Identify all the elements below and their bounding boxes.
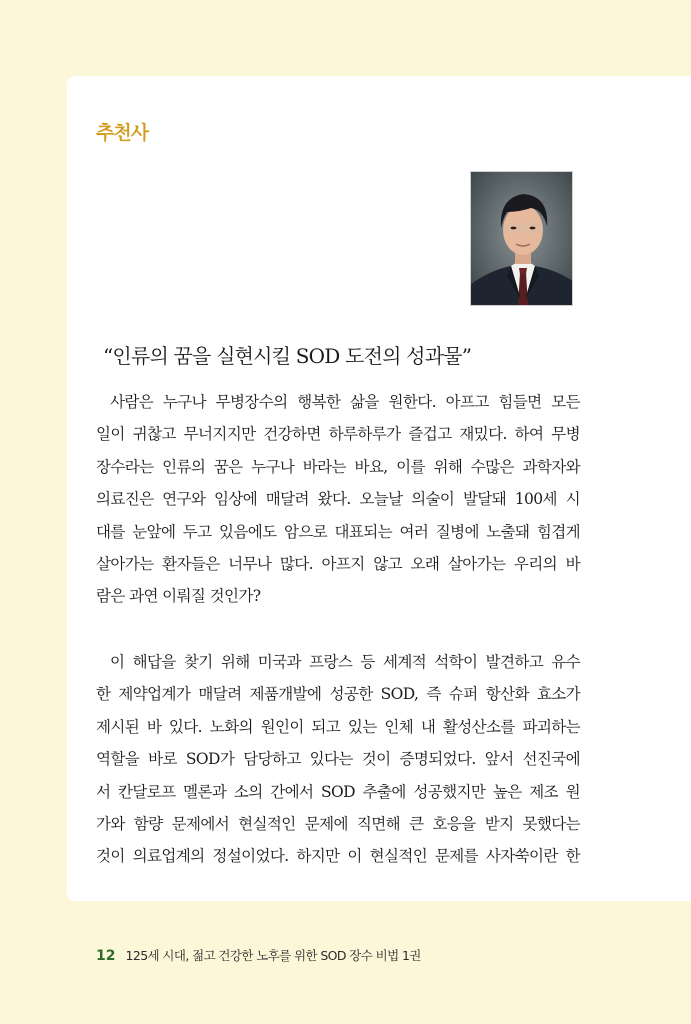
text-line: 서 칸달로프 멜론과 소의 간에서 SOD 추출에 성공했지만 높은 제조 원 <box>96 782 580 801</box>
paragraph-1 <box>96 386 580 613</box>
page-number: 12 <box>96 948 116 964</box>
book-title: 125세 시대, 젊고 건강한 노후를 위한 SOD 장수 비법 1권 <box>125 948 421 963</box>
portrait-image-icon <box>471 172 573 306</box>
page-footer <box>96 946 421 964</box>
text-line: 한 제약업계가 매달려 제품개발에 성공한 SOD, 즉 슈퍼 항산화 효소가 <box>96 685 580 704</box>
author-portrait <box>470 171 573 306</box>
text-line: 가와 함량 문제에서 현실적인 문제에 직면해 큰 호응을 받지 못했다는 <box>96 815 580 834</box>
paragraph-2 <box>96 646 580 873</box>
text-line: 역할을 바로 SOD가 담당하고 있다는 것이 증명되었다. 앞서 선진국에 <box>96 750 580 769</box>
text-line: 제시된 바 있다. 노화의 원인이 되고 있는 인체 내 활성산소를 파괴하는 <box>96 717 580 736</box>
text-line: 이 해답을 찾기 위해 미국과 프랑스 등 세계적 석학이 발견하고 유수 <box>110 653 580 671</box>
quote-heading: “인류의 꿈을 실현시킬 SOD 도전의 성과물” <box>103 344 472 368</box>
section-title: 추천사 <box>96 122 149 144</box>
text-line: 장수라는 인류의 꿈은 누구나 바라는 바요, 이를 위해 수많은 과학자와 <box>96 457 580 476</box>
text-line: 것이 의료업계의 정설이었다. 하지만 이 현실적인 문제를 사자쑥이란 한 <box>96 847 580 866</box>
text-line: 일이 귀찮고 무너지지만 건강하면 하루하루가 즐겁고 재밌다. 하여 무병 <box>96 425 580 444</box>
text-line: 살아가는 환자들은 너무나 많다. 아프지 않고 오래 살아가는 우리의 바 <box>96 555 580 574</box>
text-line: 의료진은 연구와 임상에 매달려 왔다. 오늘날 의술이 발달돼 100세 시 <box>96 490 580 509</box>
text-line: 사람은 누구나 무병장수의 행복한 삶을 원한다. 아프고 힘들면 모든 <box>110 393 580 411</box>
text-line: 대를 눈앞에 두고 있음에도 암으로 대표되는 여러 질병에 노출돼 힘겹게 <box>96 522 580 541</box>
text-line: 람은 과연 이뤄질 것인가? <box>96 587 261 606</box>
